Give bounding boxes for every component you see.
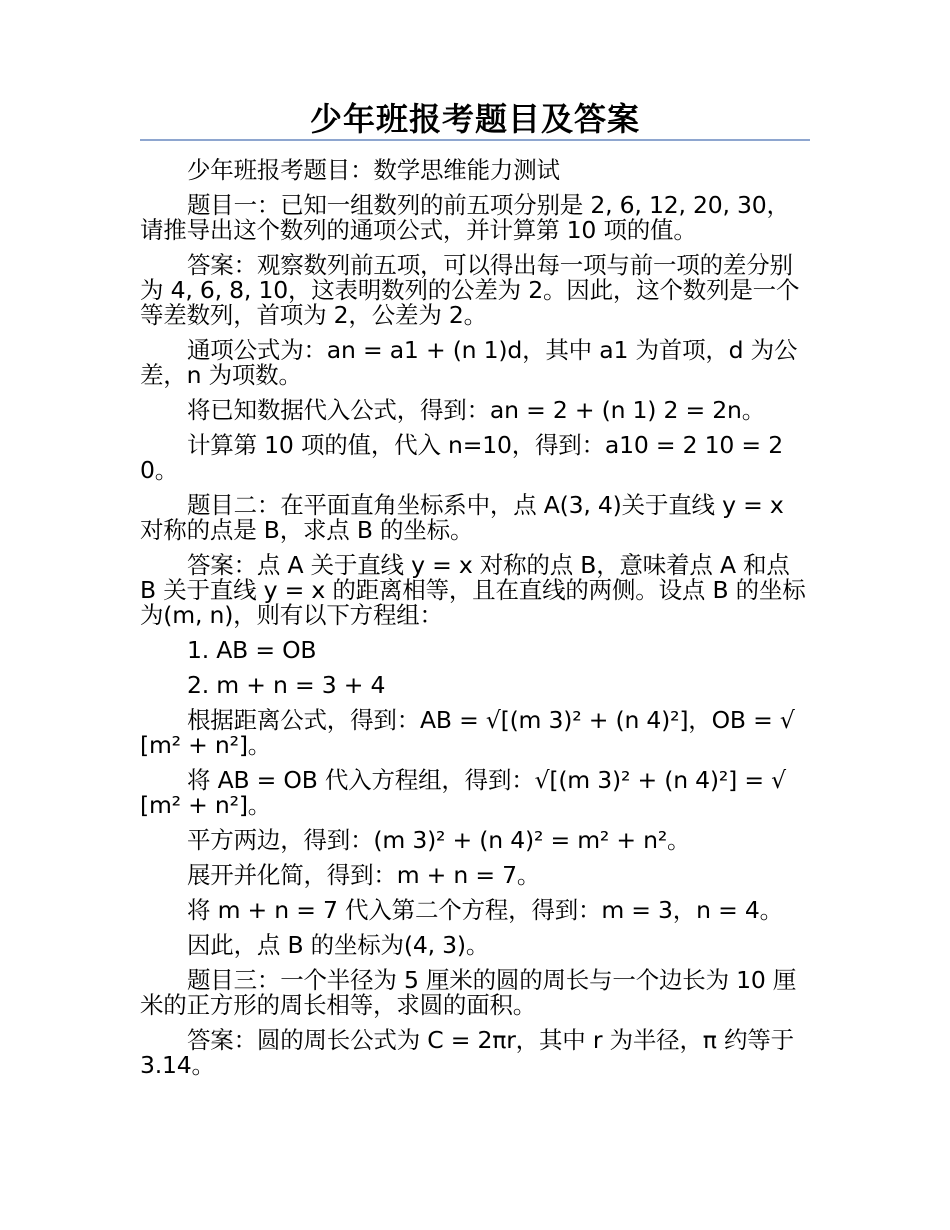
answer-2-substitute: 将 AB = OB 代入方程组，得到：√[(m 3)² + (n 4)²] = √[m² + n²]。 bbox=[140, 766, 786, 819]
answer-1: 答案：观察数列前五项，可以得出每一项与前一项的差分别为 4, 6, 8, 10，这表明数列的公差为 2。因此，这个数列是一个等差数列，首项为 2，公差为 2。 bbox=[140, 251, 800, 329]
answer-1-tenth-term: 计算第 10 项的值，代入 n=10，得到：a10 = 2 10 = 20。 bbox=[140, 431, 783, 484]
question-3: 题目三：一个半径为 5 厘米的圆的周长与一个边长为 10 厘米的正方形的周长相等，求圆的面积。 bbox=[140, 966, 797, 1019]
answer-2-square: 平方两边，得到：(m 3)² + (n 4)² = m² + n²。 bbox=[187, 826, 691, 854]
document-title: 少年班报考题目及答案 bbox=[309, 100, 640, 138]
answer-3: 答案：圆的周长公式为 C = 2πr，其中 r 为半径，π 约等于 3.14。 bbox=[140, 1026, 794, 1079]
answer-2-equation-1: 1. AB = OB bbox=[187, 636, 317, 664]
answer-2-simplify: 展开并化简，得到：m + n = 7。 bbox=[187, 861, 541, 889]
answer-2-result: 因此，点 B 的坐标为(4, 3)。 bbox=[187, 931, 490, 959]
answer-2-distance: 根据距离公式，得到：AB = √[(m 3)² + (n 4)²]，OB = √[m² + n²]。 bbox=[140, 706, 795, 759]
answer-1-substitution: 将已知数据代入公式，得到：an = 2 + (n 1) 2 = 2n。 bbox=[187, 396, 766, 424]
intro-line: 少年班报考题目：数学思维能力测试 bbox=[187, 156, 560, 184]
title-underline bbox=[140, 139, 810, 141]
answer-2-equation-2: 2. m + n = 3 + 4 bbox=[187, 671, 386, 699]
question-1: 题目一：已知一组数列的前五项分别是 2, 6, 12, 20, 30，请推导出这个数列的通项公式，并计算第 10 项的值。 bbox=[140, 191, 790, 244]
document-body bbox=[140, 158, 810, 1088]
answer-2: 答案：点 A 关于直线 y = x 对称的点 B，意味着点 A 和点 B 关于直线 y = x 的距离相等，且在直线的两侧。设点 B 的坐标为(m, n)，则有以下方程组： bbox=[140, 551, 806, 629]
answer-2-solve: 将 m + n = 7 代入第二个方程，得到：m = 3，n = 4。 bbox=[187, 896, 783, 924]
answer-1-formula: 通项公式为：an = a1 + (n 1)d，其中 a1 为首项，d 为公差，n 为项数。 bbox=[140, 336, 798, 389]
question-2: 题目二：在平面直角坐标系中，点 A(3, 4)关于直线 y = x 对称的点是 B，求点 B 的坐标。 bbox=[140, 491, 784, 544]
